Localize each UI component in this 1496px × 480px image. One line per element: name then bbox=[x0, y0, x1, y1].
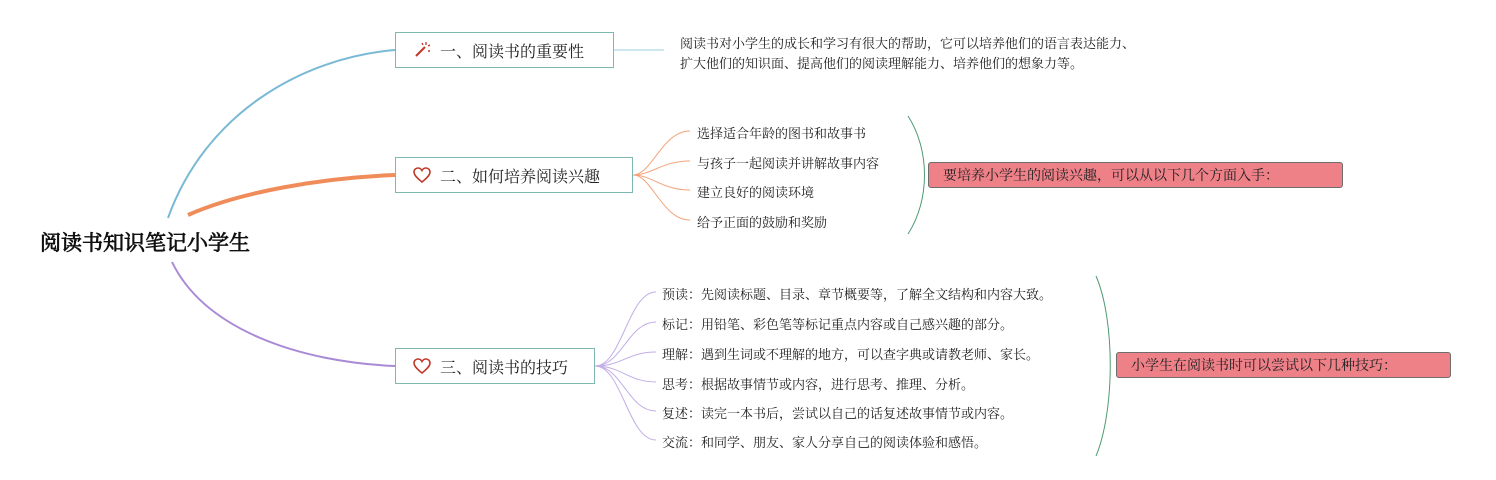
list-item[interactable]: 交流：和同学、朋友、家人分享自己的阅读体验和感悟。 bbox=[662, 436, 988, 451]
list-item[interactable]: 预读：先阅读标题、目录、章节概要等，了解全文结构和内容大致。 bbox=[662, 288, 1053, 303]
list-item[interactable]: 理解：遇到生词或不理解的地方，可以查字典或请教老师、家长。 bbox=[662, 348, 1040, 363]
connector-b2-item-4 bbox=[633, 175, 690, 220]
list-item[interactable]: 复述：读完一本书后，尝试以自己的话复述故事情节或内容。 bbox=[662, 407, 1014, 422]
connector-root-branch-1 bbox=[168, 50, 395, 218]
heart-icon bbox=[412, 356, 432, 376]
summary-techniques[interactable]: 小学生在阅读书时可以尝试以下几种技巧： bbox=[1116, 352, 1451, 378]
description-line: 阅读书对小学生的成长和学习有很大的帮助，它可以培养他们的语言表达能力、 bbox=[680, 37, 1136, 52]
connector-b3-item-6 bbox=[595, 366, 656, 440]
connector-b2-item-2 bbox=[633, 161, 690, 175]
branch-importance[interactable] bbox=[395, 32, 614, 68]
list-item[interactable]: 标记：用铅笔、彩色笔等标记重点内容或自己感兴趣的部分。 bbox=[662, 318, 1014, 333]
list-item[interactable]: 思考：根据故事情节或内容，进行思考、推理、分析。 bbox=[662, 378, 975, 393]
branch-techniques[interactable] bbox=[395, 348, 595, 384]
list-item[interactable]: 选择适合年龄的图书和故事书 bbox=[697, 127, 867, 142]
connector-root-branch-3 bbox=[172, 262, 395, 366]
heart-icon bbox=[412, 165, 432, 185]
root-topic[interactable]: 阅读书知识笔记小学生 bbox=[40, 231, 250, 255]
summary-interest[interactable]: 要培养小学生的阅读兴趣，可以从以下几个方面入手： bbox=[928, 162, 1343, 188]
branch-title: 一、阅读书的重要性 bbox=[440, 41, 585, 61]
description-line: 扩大他们的知识面、提高他们的阅读理解能力、培养他们的想象力等。 bbox=[680, 57, 1084, 72]
branch-title: 二、如何培养阅读兴趣 bbox=[440, 166, 601, 186]
bracket-branch-2 bbox=[908, 116, 925, 234]
bracket-branch-3 bbox=[1096, 276, 1110, 456]
connector-b2-item-1 bbox=[633, 131, 690, 175]
connector-root-branch-2 bbox=[188, 175, 395, 215]
connector-b2-item-3 bbox=[633, 175, 690, 190]
branch-title: 三、阅读书的技巧 bbox=[440, 357, 569, 377]
list-item[interactable]: 与孩子一起阅读并讲解故事内容 bbox=[697, 157, 880, 172]
connector-b3-item-1 bbox=[595, 292, 656, 366]
list-item[interactable]: 给予正面的鼓励和奖励 bbox=[697, 216, 828, 231]
branch-interest[interactable] bbox=[395, 157, 633, 193]
magic-wand-icon bbox=[412, 40, 432, 60]
list-item[interactable]: 建立良好的阅读环境 bbox=[697, 186, 815, 201]
